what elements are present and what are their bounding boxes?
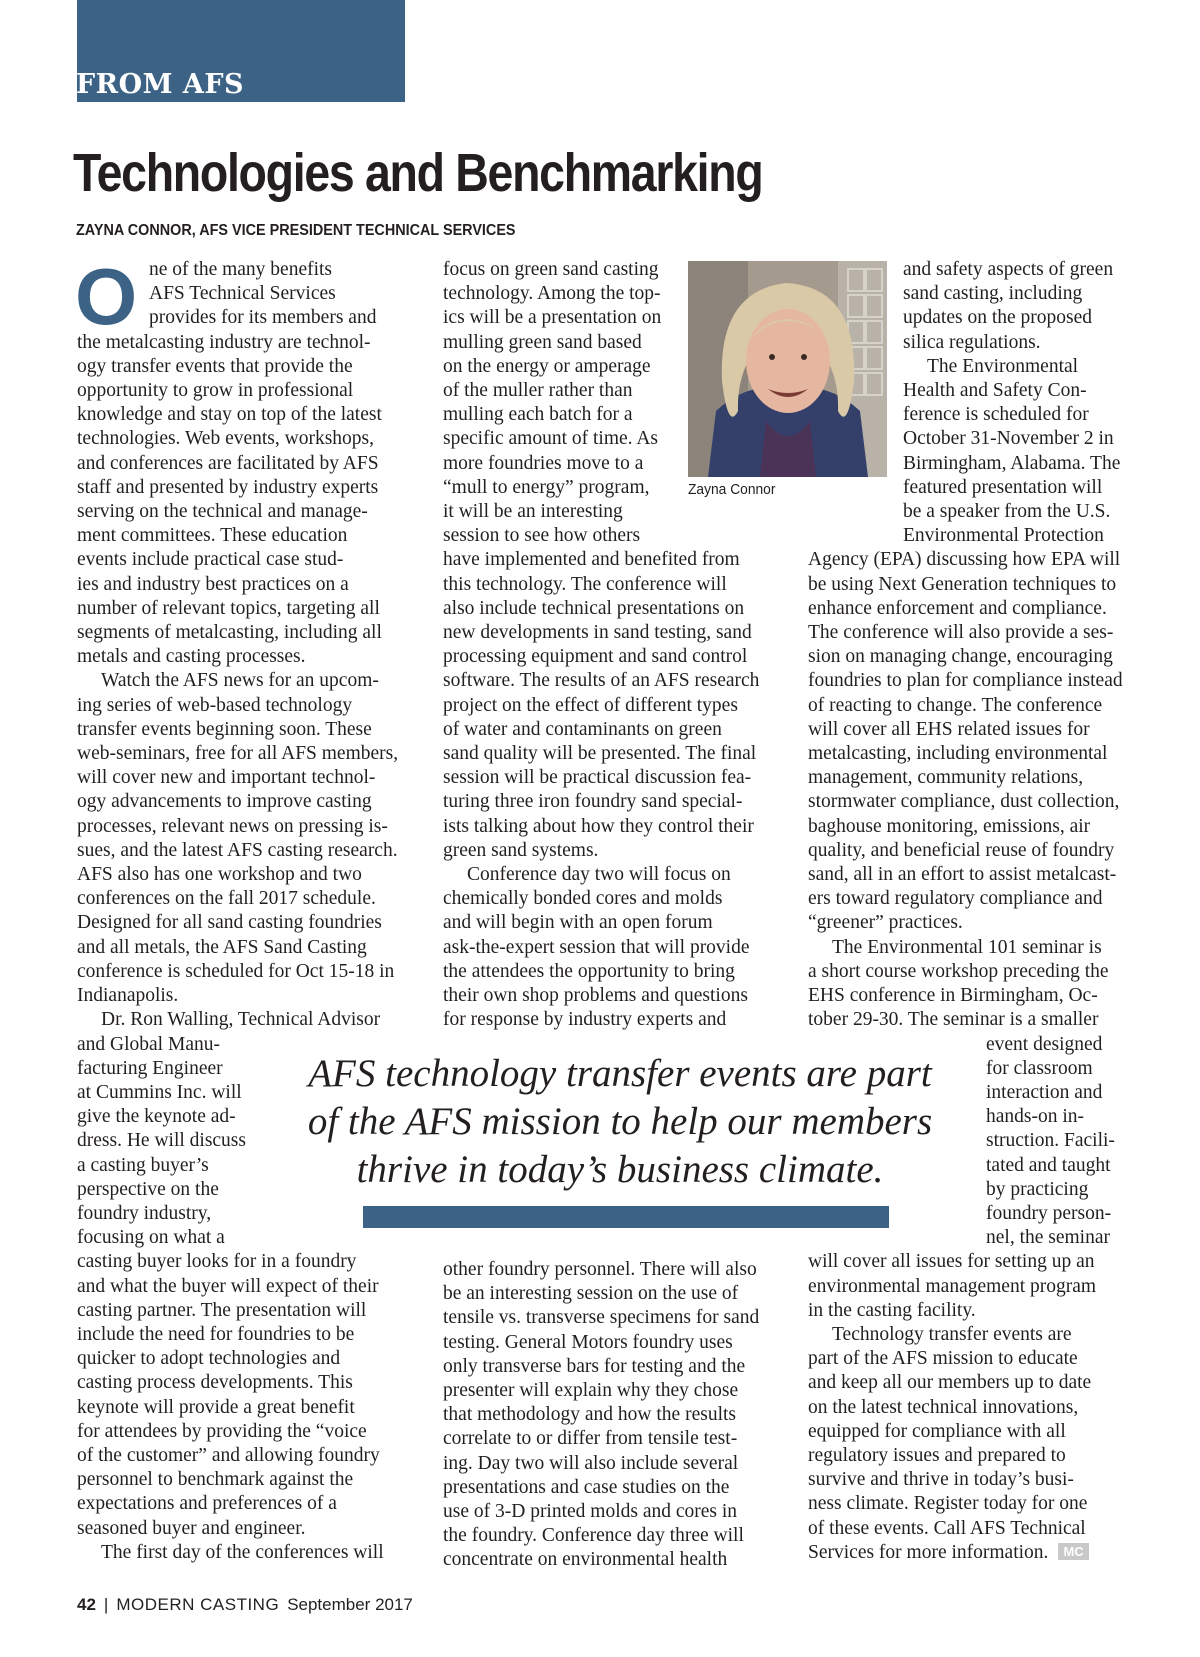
drop-cap: O (75, 252, 138, 341)
text-line: struction. Facili- (986, 1130, 1115, 1152)
text-line: tensile vs. transverse specimens for sand (443, 1307, 760, 1329)
text-line: web-seminars, free for all AFS members, (77, 743, 399, 765)
text-line: foundry industry, (77, 1202, 212, 1224)
text-line: expectations and preferences of a (77, 1493, 337, 1515)
text-line: The conference will also provide a ses- (808, 622, 1114, 644)
text-line: be using Next Generation techniques to (808, 573, 1117, 595)
text-line: testing. General Motors foundry uses (443, 1331, 733, 1353)
article-column-3 (808, 258, 1148, 1565)
text-line: green sand systems. (443, 839, 599, 861)
text-line: serving on the technical and manage- (77, 501, 368, 523)
text-line: specific amount of time. As (443, 428, 658, 450)
paragraph (77, 331, 412, 670)
publication-name: MODERN CASTING (116, 1595, 280, 1614)
text-line: “greener” practices. (808, 912, 963, 934)
text-line: chemically bonded cores and molds (443, 888, 723, 910)
text-line: a casting buyer’s (77, 1154, 209, 1176)
text-line: other foundry personnel. There will also (443, 1259, 757, 1280)
text-line: ogy transfer events that provide the (77, 355, 353, 377)
text-line: it will be an interesting (443, 501, 623, 523)
text-line: tated and taught (986, 1154, 1111, 1176)
paragraph (808, 355, 1148, 936)
text-line: ics will be a presentation on (443, 307, 662, 329)
text-line: knowledge and stay on top of the latest (77, 404, 382, 426)
text-line: October 31-November 2 in (903, 428, 1114, 450)
page-footer (77, 1594, 413, 1616)
text-line: mulling each batch for a (443, 404, 633, 426)
text-line: technology. Among the top- (443, 283, 661, 305)
text-line: The first day of the conferences will (101, 1541, 384, 1563)
text-line: Conference day two will focus on (467, 864, 731, 886)
article-column-1 (75, 252, 412, 1565)
text-line: quicker to adopt technologies and (77, 1348, 341, 1370)
text-line: and conferences are facilitated by AFS (77, 452, 379, 474)
text-line: management, community relations, (808, 767, 1084, 789)
text-line: provides for its members and (149, 307, 377, 329)
end-mark-badge: MC (1058, 1543, 1088, 1560)
text-line: ies and industry best practices on a (77, 573, 349, 595)
pull-quote-rule (363, 1206, 889, 1228)
section-label: FROM AFS (76, 69, 245, 100)
text-line: perspective on the (77, 1178, 219, 1200)
footer-separator: | (103, 1595, 109, 1614)
text-line: “mull to energy” program, (443, 476, 650, 498)
text-line: silica regulations. (903, 331, 1041, 353)
text-line: processes, relevant news on pressing is- (77, 815, 388, 837)
text-line: tober 29-30. The seminar is a smaller (808, 1009, 1099, 1031)
text-line: regulatory issues and prepared to (808, 1444, 1066, 1466)
paragraph (808, 258, 1148, 355)
text-line: technologies. Web events, workshops, (77, 428, 375, 450)
text-line: ists talking about how they control their (443, 815, 754, 837)
text-line: only transverse bars for testing and the (443, 1355, 746, 1377)
text-line: will cover all issues for setting up an (808, 1251, 1095, 1273)
text-line: focus on green sand casting (443, 259, 659, 280)
text-line: session to see how others (443, 525, 641, 547)
text-line: concentrate on environmental health (443, 1549, 728, 1571)
text-line: Dr. Ron Walling, Technical Advisor (101, 1009, 381, 1031)
text-line: presenter will explain why they chose (443, 1380, 739, 1402)
issue-date: September 2017 (287, 1595, 413, 1614)
text-line: baghouse monitoring, emissions, air (808, 815, 1091, 837)
text-line: casting process developments. This (77, 1372, 353, 1394)
text-line: interaction and (986, 1081, 1103, 1103)
text-line: a short course workshop preceding the (808, 960, 1109, 982)
text-line: facturing Engineer (77, 1057, 223, 1079)
text-line: part of the AFS mission to educate (808, 1348, 1078, 1370)
text-line: casting partner. The presentation will (77, 1299, 367, 1321)
text-line: focusing on what a (77, 1227, 225, 1249)
pull-quote-line: of the AFS mission to help our members (307, 1100, 933, 1143)
text-line: ing series of web-based technology (77, 694, 353, 716)
pull-quote (290, 1050, 950, 1194)
text-line: Indianapolis. (77, 985, 179, 1007)
text-line: number of relevant topics, targeting all (77, 597, 380, 619)
text-line: also include technical presentations on (443, 597, 745, 619)
text-line: nel, the seminar (986, 1227, 1110, 1249)
text-line: and keep all our members up to date (808, 1372, 1092, 1394)
text-line: Technology transfer events are (832, 1323, 1072, 1345)
text-line: for attendees by providing the “voice (77, 1420, 367, 1442)
text-line: ing. Day two will also include several (443, 1452, 739, 1474)
text-line: of these events. Call AFS Technical (808, 1517, 1086, 1539)
text-line: on the latest technical innovations, (808, 1396, 1079, 1418)
text-line: be a speaker from the U.S. (903, 501, 1111, 523)
text-line: seasoned buyer and engineer. (77, 1517, 306, 1539)
text-line: Designed for all sand casting foundries (77, 912, 382, 934)
text-line: staff and presented by industry experts (77, 476, 379, 498)
pull-quote-line: AFS technology transfer events are part (308, 1052, 932, 1095)
text-line: EHS conference in Birmingham, Oc- (808, 985, 1098, 1007)
text-line: metals and casting processes. (77, 646, 306, 668)
text-line: the attendees the opportunity to bring (443, 960, 735, 982)
text-line: ment committees. These education (77, 525, 348, 547)
text-line: and all metals, the AFS Sand Casting (77, 936, 367, 958)
text-line: more foundries move to a (443, 452, 644, 474)
text-line: AFS also has one workshop and two (77, 864, 362, 886)
text-line: Watch the AFS news for an upcom- (101, 670, 379, 692)
text-line: personnel to benchmark against the (77, 1469, 354, 1491)
text-line: enhance enforcement and compliance. (808, 597, 1107, 619)
text-line: Agency (EPA) discussing how EPA will (808, 549, 1121, 571)
text-line: stormwater compliance, dust collection, (808, 791, 1120, 813)
text-line: of reacting to change. The conference (808, 694, 1103, 716)
text-line: Birmingham, Alabama. The (903, 452, 1121, 474)
text-line: this technology. The conference will (443, 573, 727, 595)
text-line: will cover new and important technol- (77, 767, 376, 789)
text-line: correlate to or differ from tensile test- (443, 1428, 738, 1450)
text-line: Services for more information. MC (808, 1541, 1148, 1565)
text-line: environmental management program (808, 1275, 1097, 1297)
text-line: use of 3-D printed molds and cores in (443, 1501, 738, 1523)
text-line: AFS Technical Services (149, 283, 336, 305)
column-1-text (75, 252, 412, 1565)
text-line: at Cummins Inc. will (77, 1081, 242, 1103)
text-line: conference is scheduled for Oct 15-18 in (77, 960, 395, 982)
text-line: of the customer” and allowing foundry (77, 1444, 380, 1466)
text-line: the metalcasting industry are technol- (77, 331, 371, 353)
text-line: updates on the proposed (903, 307, 1093, 329)
text-line: dress. He will discuss (77, 1130, 246, 1152)
text-line: of water and contaminants on green (443, 718, 722, 740)
text-line: ness climate. Register today for one (808, 1493, 1088, 1515)
text-line: casting buyer looks for in a foundry (77, 1251, 357, 1273)
text-line: their own shop problems and questions (443, 985, 748, 1007)
text-line: The Environmental (927, 355, 1079, 377)
text-line: sand casting, including (903, 283, 1083, 305)
text-line: software. The results of an AFS research (443, 670, 760, 692)
text-line: session will be practical discussion fea- (443, 767, 752, 789)
text-line: ne of the many benefits (149, 259, 333, 280)
text-line: Environmental Protection (903, 525, 1104, 547)
paragraph (443, 863, 773, 1032)
text-line: on the energy or amperage (443, 355, 651, 377)
text-line: ference is scheduled for (903, 404, 1089, 426)
pull-quote-line: thrive in today’s business climate. (356, 1148, 884, 1191)
paragraph (808, 1323, 1148, 1565)
text-line: sand quality will be presented. The final (443, 743, 757, 765)
paragraph (77, 1541, 412, 1565)
photo-caption: Zayna Connor (688, 481, 776, 498)
text-line: in the casting facility. (808, 1299, 976, 1321)
text-line: Health and Safety Con- (903, 380, 1087, 402)
text-line: turing three iron foundry sand special- (443, 791, 743, 813)
text-line: quality, and beneficial reuse of foundry (808, 839, 1115, 861)
text-line: metalcasting, including environmental (808, 743, 1108, 765)
text-line: events include practical case stud- (77, 549, 344, 571)
text-line: hands-on in- (986, 1106, 1085, 1128)
text-line: foundry person- (986, 1202, 1112, 1224)
text-line: have implemented and benefited from (443, 549, 740, 571)
text-line: and safety aspects of green (903, 259, 1114, 280)
text-line: the foundry. Conference day three will (443, 1525, 744, 1547)
paragraph (443, 1258, 773, 1573)
text-line: ers toward regulatory compliance and (808, 888, 1103, 910)
page-number: 42 (77, 1595, 96, 1614)
text-line: include the need for foundries to be (77, 1323, 355, 1345)
text-line: conferences on the fall 2017 schedule. (77, 888, 376, 910)
text-line: ask-the-expert session that will provide (443, 936, 750, 958)
text-line: for response by industry experts and (443, 1009, 727, 1031)
text-line: processing equipment and sand control (443, 646, 748, 668)
text-line: transfer events beginning soon. These (77, 718, 372, 740)
text-line: ogy advancements to improve casting (77, 791, 372, 813)
text-line: equipped for compliance with all (808, 1420, 1066, 1442)
text-line: mulling green sand based (443, 331, 642, 353)
text-line: event designed (986, 1033, 1103, 1055)
text-line: The Environmental 101 seminar is (832, 936, 1102, 958)
text-line: that methodology and how the results (443, 1404, 736, 1426)
text-line: presentations and case studies on the (443, 1476, 730, 1498)
text-line: new developments in sand testing, sand (443, 622, 752, 644)
text-line: and will begin with an open forum (443, 912, 713, 934)
text-line: give the keynote ad- (77, 1106, 236, 1128)
text-line: sues, and the latest AFS casting research. (77, 839, 398, 861)
text-line: foundries to plan for compliance instead (808, 670, 1123, 692)
text-line: project on the effect of different types (443, 694, 738, 716)
text-line: for classroom (986, 1057, 1093, 1079)
text-line: of the muller rather than (443, 380, 633, 402)
text-line: keynote will provide a great benefit (77, 1396, 355, 1418)
text-line: survive and thrive in today’s busi- (808, 1469, 1074, 1491)
text-line: opportunity to grow in professional (77, 380, 354, 402)
text-line: and what the buyer will expect of their (77, 1275, 379, 1297)
article-title: Technologies and Benchmarking (73, 143, 763, 203)
text-line: sand, all in an effort to assist metalcast- (808, 864, 1117, 886)
text-line: and Global Manu- (77, 1033, 220, 1055)
text-line: will cover all EHS related issues for (808, 718, 1090, 740)
text-line: be an interesting session on the use of (443, 1283, 739, 1305)
text-line: sion on managing change, encouraging (808, 646, 1113, 668)
text-line: segments of metalcasting, including all (77, 622, 382, 644)
article-column-2-lower (443, 1258, 773, 1573)
text-line: by practicing (986, 1178, 1089, 1200)
article-byline: ZAYNA CONNOR, AFS VICE PRESIDENT TECHNICAL SERVICES (76, 222, 516, 239)
text-line: featured presentation will (903, 476, 1103, 498)
paragraph (77, 669, 412, 1008)
